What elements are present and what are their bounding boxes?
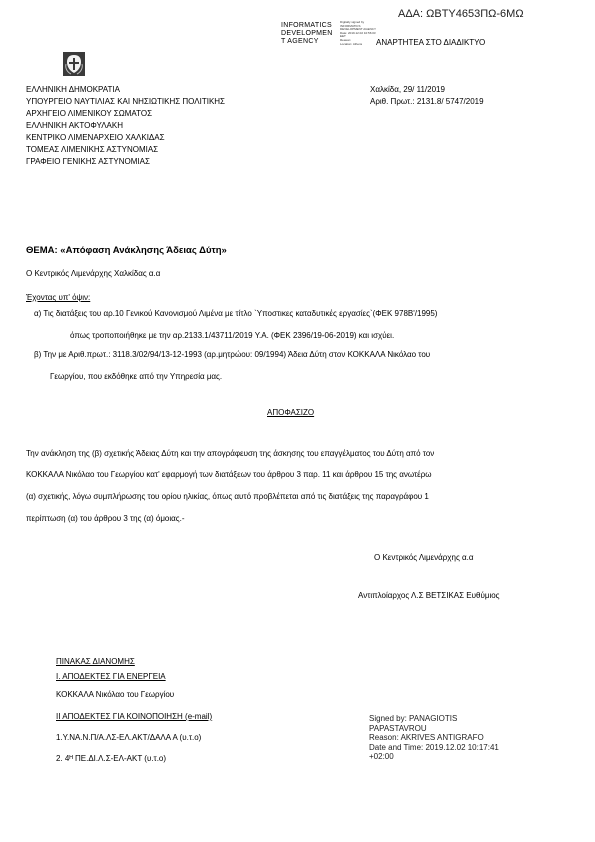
distribution-group-notify: ΙΙ ΑΠΟΔΕΚΤΕΣ ΓΙΑ ΚΟΙΝΟΠΟΙΗΣΗ (e-mail) [56, 712, 213, 721]
idika-detail-line: Digitally signed by [340, 20, 365, 24]
protocol-number: Αριθ. Πρωτ.: 2131.8/ 5747/2019 [370, 97, 484, 106]
authority-line: ΚΕΝΤΡΙΚΟ ΛΙΜΕΝΑΡΧΕΙΟ ΧΑΛΚΙΔΑΣ [26, 133, 165, 142]
considering-heading: Έχοντας υπ' όψιν: [26, 293, 91, 302]
greek-emblem-icon [63, 52, 85, 76]
consideration-b-line2: Γεωργίου, που εκδόθηκε από την Υπηρεσία μας. [50, 372, 223, 381]
subject-line: ΘΕΜΑ: «Απόφαση Ανάκλησης Άδειας Δύτη» [26, 245, 227, 256]
intro-line: Ο Κεντρικός Λιμενάρχης Χαλκίδας α.α [26, 269, 161, 278]
authority-line: ΥΠΟΥΡΓΕΙΟ ΝΑΥΤΙΛΙΑΣ ΚΑΙ ΝΗΣΙΩΤΙΚΗΣ ΠΟΛΙΤΙΚΗΣ [26, 97, 225, 106]
authority-line: ΑΡΧΗΓΕΙΟ ΛΙΜΕΝΙΚΟΥ ΣΩΜΑΤΟΣ [26, 109, 153, 118]
authority-line: ΕΛΛΗΝΙΚΗ ΑΚΤΟΦΥΛΑΚΗ [26, 121, 123, 130]
signatory-title: Ο Κεντρικός Λιμενάρχης α.α [374, 553, 474, 562]
distribution-group-action: Ι. ΑΠΟΔΕΚΤΕΣ ΓΙΑ ΕΝΕΡΓΕΙΑ [56, 672, 166, 681]
idika-stamp [281, 22, 333, 46]
authority-line: ΕΛΛΗΝΙΚΗ ΔΗΜΟΚΡΑΤΙΑ [26, 85, 120, 94]
issuing-authority [26, 84, 225, 168]
signatory-name: Αντιπλοίαρχος Λ.Σ ΒΕΤΣΙΚΑΣ Ευθύμιος [358, 591, 500, 600]
distribution-title: ΠΙΝΑΚΑΣ ΔΙΑΝΟΜΗΣ [56, 657, 135, 666]
decision-line: Την ανάκληση της (β) σχετικής Άδειας Δύτη και την απογράφευση της άσκησης του επαγγέλματος του Δύτη από τον [26, 449, 435, 458]
signature-line: Reason: AKRIVES ANTIGRAFO [369, 733, 484, 742]
idika-detail-line: EET [340, 34, 346, 39]
decision-line: περίπτωση (α) του άρθρου 3 της (α) όμοιας.- [26, 514, 185, 523]
idika-detail-line: INFORMATICS [340, 23, 361, 28]
authority-line: ΤΟΜΕΑΣ ΛΙΜΕΝΙΚΗΣ ΑΣΤΥΝΟΜΙΑΣ [26, 145, 159, 154]
digital-signature-stamp [369, 714, 499, 762]
distribution-recipient: 1.Υ.ΝΑ.Ν.Π/Α.ΛΣ-ΕΛ.ΑΚΤ/ΔΑΛΑ Α (υ.τ.ο) [56, 733, 202, 742]
idika-signature-details [340, 21, 376, 46]
signature-line: PAPASTAVROU [369, 723, 427, 733]
consideration-a-line2: όπως τροποποιήθηκε με την αρ.2133.1/43711/2019 Υ.Α. (ΦΕΚ 2396/19-06-2019) και ισχύει. [70, 331, 395, 340]
idika-line: DEVELOPMEN [281, 30, 333, 37]
decision-line: (α) σχετικής, λόγω συμπλήρωσης του ορίου ηλικίας, όπως αυτό προβλέπεται από τις διατάξεις της παραγράφου 1 [26, 492, 429, 501]
idika-detail-line: DEVELOPMENT AGENCY [340, 27, 376, 32]
signature-line: Date and Time: 2019.12.02 10:17:41 [369, 742, 499, 752]
idika-line: INFORMATICS [281, 22, 333, 29]
idika-detail-line: Location: Athens [340, 41, 363, 46]
signature-line: +02:00 [369, 752, 394, 761]
distribution-recipient: ΚΟΚΚΑΛΑ Νικόλαο του Γεωργίου [56, 690, 175, 699]
signature-line: Signed by: PANAGIOTIS [369, 714, 458, 723]
internet-publish-label: ΑΝΑΡΤΗΤΕΑ ΣΤΟ ΔΙΑΔΙΚΤΥΟ [376, 38, 486, 47]
distribution-recipient: 2. 4ᴴ ΠΕ.ΔΙ.Λ.Σ-ΕΛ-ΑΚΤ (υ.τ.ο) [56, 754, 167, 763]
place-date: Χαλκίδα, 29/ 11/2019 [370, 85, 445, 94]
document-meta [370, 84, 484, 108]
consideration-a-line1: α) Τις διατάξεις του αρ.10 Γενικού Κανονισμού Λιμένα με τίτλο `Υποστικες καταδυτικές εργασίες`(ΦΕΚ 978Β'/1995) [34, 309, 438, 318]
consideration-b-line1: β) Την με Αριθ.πρωτ.: 3118.3/02/94/13-12-1993 (αρ.μητρώου: 09/1994) Άδεια Δύτη στον ΚΟΚΚΑΛΑ Νικόλαο του [34, 350, 431, 359]
idika-detail-line: Reason: [340, 37, 352, 42]
decision-heading: ΑΠΟΦΑΣΙΖΟ [267, 408, 315, 417]
ada-code: ΑΔΑ: ΩΒΤΥ4653ΠΩ-6ΜΩ [398, 8, 524, 20]
idika-detail-line: Date: 2019.12.02 10:56:03 [340, 30, 376, 35]
decision-line: ΚΟΚΚΑΛΑ Νικόλαο του Γεωργίου κατ' εφαρμογή των διατάξεων του άρθρου 3 παρ. 11 και άρθρου 15 της ανωτέρω [26, 470, 432, 479]
authority-line: ΓΡΑΦΕΙΟ ΓΕΝΙΚΗΣ ΑΣΤΥΝΟΜΙΑΣ [26, 157, 150, 166]
idika-line: T AGENCY [281, 38, 319, 45]
